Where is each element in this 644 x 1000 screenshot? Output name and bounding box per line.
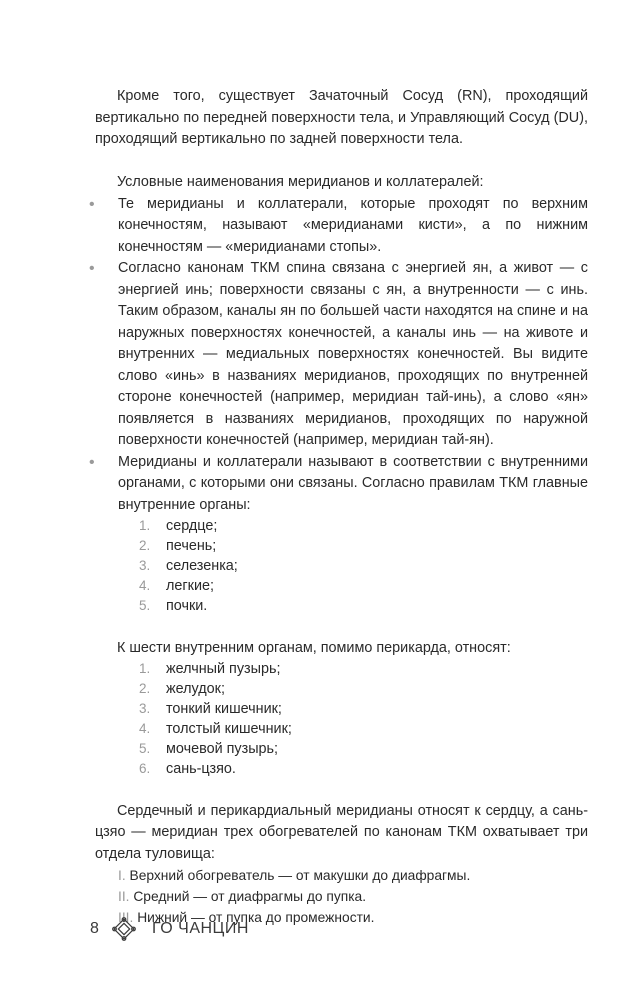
- author-name: ГО ЧАНЦИН: [152, 920, 249, 937]
- heater-paragraph: Сердечный и перикардиальный меридианы относят к сердцу, а сань-цзяо — меридиан трех обогревателей по канонам ТКМ охватывает три отдела туловища:: [95, 802, 588, 862]
- list-number: 2.: [139, 681, 151, 696]
- main-organs-list: [95, 516, 588, 616]
- organ-name: печень;: [166, 538, 217, 554]
- six-organs-heading: К шести внутренним органам, помимо перикарда, относят:: [117, 639, 511, 656]
- list-number: 5.: [139, 741, 151, 756]
- heater-text: Нижний — от пупка до промежности.: [137, 910, 375, 925]
- bullet-marker: •: [89, 260, 95, 277]
- list-item: [89, 194, 588, 259]
- page-number: 8: [90, 920, 99, 937]
- list-item: [95, 596, 588, 616]
- list-number: 3.: [139, 701, 151, 716]
- paragraph-spacer: [95, 151, 588, 173]
- organ-name: сань-цзяо.: [166, 761, 236, 777]
- bullet-marker: •: [89, 195, 95, 213]
- conventions-list: [89, 194, 588, 517]
- organ-name: селезенка;: [166, 558, 238, 574]
- heater-text: Средний — от диафрагмы до пупка.: [133, 889, 367, 904]
- bullet-text: Те меридианы и коллатерали, которые проходят по верхним конечностям, называют «меридианами кисти», а по нижним конечностям — «меридианами стопы».: [118, 195, 588, 255]
- list-item: [95, 679, 588, 699]
- organ-name: желчный пузырь;: [166, 661, 281, 677]
- endless-knot-icon: [112, 917, 136, 941]
- roman-numeral: II.: [118, 889, 130, 904]
- six-organs-list: [95, 659, 588, 779]
- organ-name: почки.: [166, 598, 208, 614]
- heater-text: Верхний обогреватель — от макушки до диафрагмы.: [129, 868, 471, 883]
- list-item: [95, 739, 588, 759]
- bullet-marker: •: [89, 453, 95, 471]
- paragraph-spacer: [95, 616, 588, 638]
- roman-numeral: III.: [118, 910, 134, 925]
- conventions-heading: Условные наименования меридианов и коллатералей:: [117, 174, 484, 190]
- organ-name: легкие;: [166, 578, 214, 594]
- list-item: [95, 536, 588, 556]
- list-item: [95, 659, 588, 679]
- list-number: 5.: [139, 598, 151, 613]
- bullet-text: Меридианы и коллатерали называют в соответствии с внутренними органами, с которыми они связаны. Согласно правилам ТКМ главные внутренние органы:: [118, 453, 588, 513]
- bullet-text: Согласно канонам ТКМ спина связана с энергией ян, а живот — с энергией инь; поверхности связаны с ян, а внутренности — с инь. Таким образом, каналы ян по большей части находятся на спине и на наружных поверхностях конечностей, а каналы инь — на животе и внутренних — медиальных поверхностях конечностей. Вы видите слово «инь» в названиях меридианов, проходящих по внутренней стороне конечностей (например, меридиан тай-инь), а слово «ян» появляется в названиях меридианов, проходящих по наружной поверхности конечностей (например, меридиан тай-ян).: [118, 260, 588, 448]
- list-item: [95, 759, 588, 779]
- list-number: 2.: [139, 538, 151, 553]
- paragraph-spacer: [95, 779, 588, 801]
- list-item: [95, 886, 588, 907]
- organ-name: тонкий кишечник;: [166, 701, 282, 717]
- list-item: [95, 719, 588, 739]
- list-item: [95, 576, 588, 596]
- list-item: [95, 556, 588, 576]
- organ-name: желудок;: [166, 681, 225, 697]
- list-number: 6.: [139, 761, 151, 776]
- list-item: [89, 258, 588, 452]
- roman-numeral: I.: [118, 868, 126, 883]
- list-item: [95, 516, 588, 536]
- intro-paragraph: Кроме того, существует Зачаточный Сосуд (RN), проходящий вертикально по передней поверхности тела, и Управляющий Сосуд (DU), проходящий вертикально по задней поверхности тела.: [95, 88, 588, 147]
- organ-name: толстый кишечник;: [166, 721, 292, 737]
- page-body: [89, 86, 588, 928]
- list-number: 3.: [139, 558, 151, 573]
- list-number: 1.: [139, 518, 151, 533]
- list-number: 4.: [139, 578, 151, 593]
- list-item: [89, 452, 588, 517]
- organ-name: мочевой пузырь;: [166, 741, 279, 757]
- organ-name: сердце;: [166, 518, 218, 534]
- page-footer: [90, 915, 249, 943]
- list-item: [95, 865, 588, 886]
- list-number: 4.: [139, 721, 151, 736]
- list-item: [95, 699, 588, 719]
- list-number: 1.: [139, 661, 151, 676]
